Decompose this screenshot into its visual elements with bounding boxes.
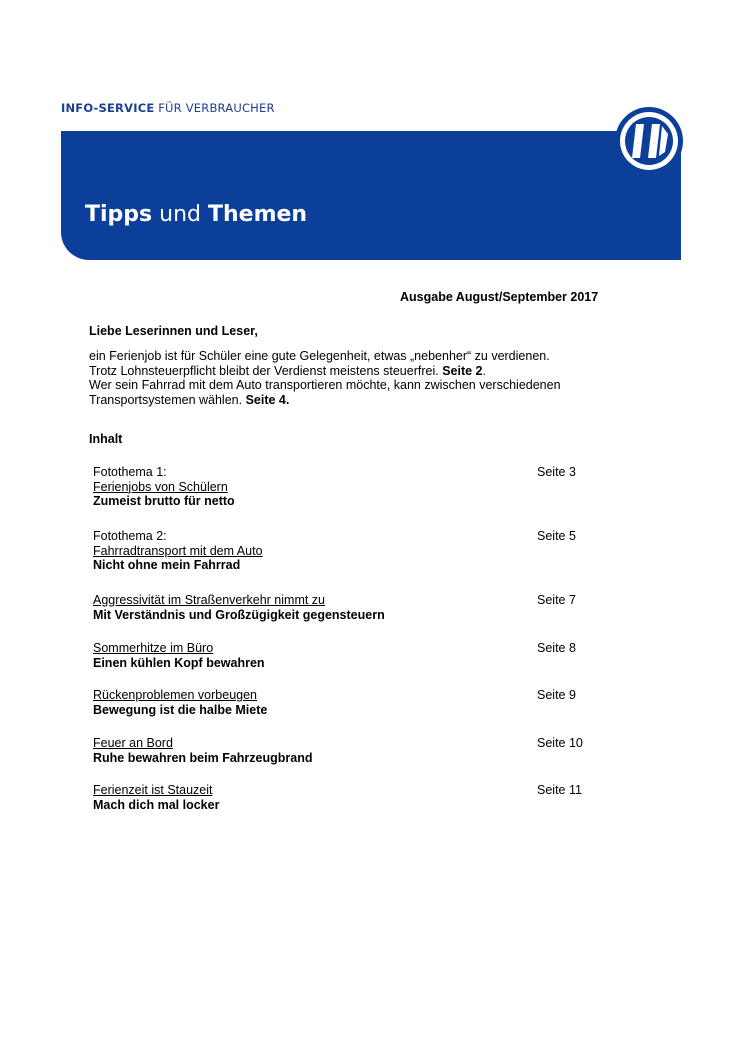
toc-page: Seite 8 [537, 641, 576, 655]
toc-page: Seite 9 [537, 688, 576, 702]
intro-text: . [482, 363, 486, 378]
toc-subtitle: Mit Verständnis und Großzügigkeit gegensteuern [93, 607, 385, 622]
toc-topic-link[interactable]: Sommerhitze im Büro [93, 641, 214, 655]
toc-entry [93, 641, 613, 670]
service-line-bold: INFO-SERVICE [61, 101, 155, 115]
greeting: Liebe Leserinnen und Leser, [89, 324, 258, 338]
toc-topic-link[interactable]: Ferienzeit ist Stauzeit [93, 783, 213, 797]
header-band [61, 131, 681, 260]
intro-line: ein Ferienjob ist für Schüler eine gute Gelegenheit, etwas „nebenher“ zu verdienen. [89, 349, 550, 363]
title-themen: Themen [207, 202, 308, 227]
page-reference: Seite 4. [245, 392, 290, 407]
toc-topic-link[interactable]: Aggressivität im Straßenverkehr nimmt zu [93, 593, 326, 607]
toc-page: Seite 10 [537, 736, 583, 750]
service-line-rest: FÜR VERBRAUCHER [154, 101, 275, 115]
intro-text: Trotz Lohnsteuerpflicht bleibt der Verdienst meistens steuerfrei. [89, 363, 443, 378]
toc-subtitle: Einen kühlen Kopf bewahren [93, 655, 265, 670]
toc-topic-link[interactable]: Feuer an Bord [93, 736, 173, 750]
toc-label: Fotothema 1: [93, 465, 167, 479]
toc-subtitle: Bewegung ist die halbe Miete [93, 702, 268, 717]
intro-paragraph [89, 349, 649, 407]
intro-line [89, 364, 649, 379]
toc-page: Seite 3 [537, 465, 576, 479]
toc-page: Seite 7 [537, 593, 576, 607]
issue-date: Ausgabe August/September 2017 [400, 290, 599, 304]
page-reference: Seite 2 [442, 363, 483, 378]
toc-entry [93, 783, 613, 812]
toc-entry [93, 688, 613, 717]
toc-entry [93, 529, 613, 573]
intro-line: Wer sein Fahrrad mit dem Auto transportieren möchte, kann zwischen verschiedenen [89, 378, 561, 392]
toc-topic-link[interactable]: Rückenproblemen vorbeugen [93, 688, 257, 702]
title-und: und [152, 202, 208, 227]
toc-page: Seite 11 [537, 783, 582, 797]
intro-line [89, 393, 649, 408]
service-line [61, 101, 275, 115]
toc-subtitle: Ruhe bewahren beim Fahrzeugbrand [93, 750, 313, 765]
brand-logo-icon [614, 106, 684, 176]
toc-page: Seite 5 [537, 529, 576, 543]
toc-subtitle: Mach dich mal locker [93, 797, 220, 812]
toc-entry [93, 593, 613, 622]
toc-entry [93, 465, 613, 509]
toc-label: Fotothema 2: [93, 529, 167, 543]
contents-heading: Inhalt [89, 432, 123, 446]
toc-topic-link[interactable]: Fahrradtransport mit dem Auto [93, 543, 263, 558]
title-tipps: Tipps [85, 202, 153, 227]
toc-subtitle: Nicht ohne mein Fahrrad [93, 558, 241, 572]
intro-text: Transportsystemen wählen. [89, 392, 246, 407]
toc-topic-link[interactable]: Ferienjobs von Schülern [93, 479, 228, 494]
newsletter-title [85, 202, 307, 227]
toc-subtitle: Zumeist brutto für netto [93, 494, 235, 508]
toc-entry [93, 736, 613, 765]
